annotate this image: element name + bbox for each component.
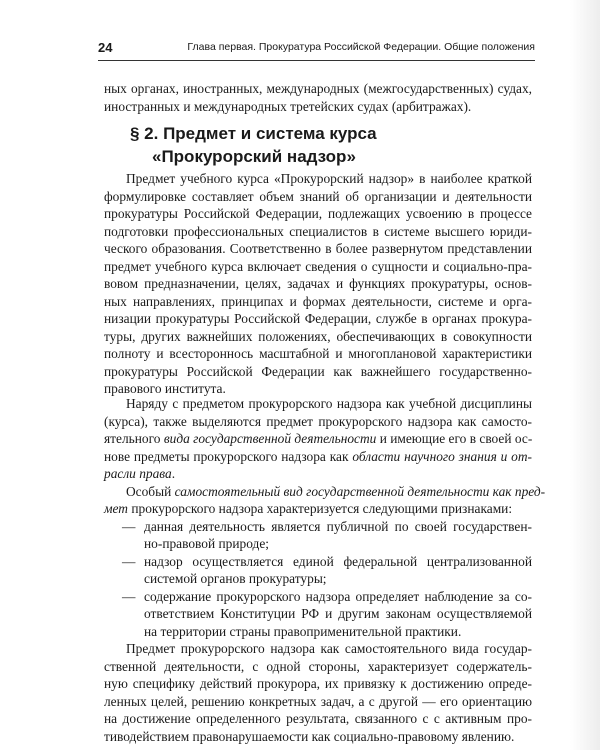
text-line [104,483,546,501]
chapter-title: Глава первая. Прокуратура Российской Федерации. Общие положения [187,41,535,53]
list-item [104,588,532,641]
text-line: ственной деятельности, с одной стороны, характеризует содержатель- [104,658,532,674]
italic-term: мет [104,501,128,516]
paragraph-special [104,483,546,518]
text-line: Наряду с предметом прокурорского надзора как учебной дисциплины [126,396,532,411]
text-line: на достижение определенного результата, связанного с с активным про- [104,711,532,726]
paragraph-alongside [104,395,532,483]
text-line: вовом предназначении, целях, задачах и функциях прокуратуры, основ- [104,276,532,292]
text-line: формулировке составляет объем знаний об организации и деятельности [104,188,532,204]
text-line [104,448,532,466]
text-line: прокуратуры Российской Федерации, подлежащих усвоению в процессе [104,206,532,222]
text-line: но-правовой природе; [144,536,270,551]
text-line: иностранных и международных третейских судах (арбитражах). [104,98,472,114]
text-line: ную специфику действий прокурора, их привязку к достижению опреде- [104,676,532,691]
dash-bullet: — [122,553,136,569]
text-line: надзор осуществляется единой федеральной централизованной [144,553,532,569]
text-line: тиводействием правонарушаемости как социально-правовому явлению. [104,728,515,744]
text-run: нове предметы прокурорского надзора как [104,448,353,464]
text-line: Предмет учебного курса «Прокурорский надзор» в наиболее краткой [126,171,532,187]
page-edge-shadow [570,0,600,750]
text-line: подготовки профессиональных специалистов в системе высшего юриди- [104,223,532,239]
page-number: 24 [98,40,113,55]
text-line [104,500,532,518]
text-line [104,430,532,448]
text-line: ческого образования. Соответственно в более развернутом представлении [104,241,532,257]
section-heading [130,122,377,168]
text-line: предмет учебного курса включает сведения о сущности и социально-пра- [104,258,532,274]
features-list [104,518,532,641]
text-line: правового института. [104,381,226,397]
text-run: . [171,466,176,481]
text-line: на территории страны правоприменительной практики. [144,623,462,639]
text-line [104,465,532,483]
italic-term: расли права [104,466,172,481]
text-line: полноту и всестороннось масштабной и многоплановой характеристики [104,346,532,362]
text-line: Предмет прокурорского надзора как самостоятельного вида государ- [126,641,532,656]
text-line: ных органах, иностранных, международных (межгосударственных) судах, [104,81,532,96]
italic-term: вида государственной деятельности [163,431,377,446]
text-line: системой органов прокуратуры; [144,571,327,586]
text-line: ных направлениях, принципах и формах деятельности, системе и орга- [104,293,532,309]
text-run: прокурорского надзора характеризуется следующими признаками: [127,501,513,516]
text-line: (курса), также выделяются предмет прокурорского надзора как самосто- [104,413,532,429]
dash-bullet: — [122,588,136,604]
text-line: низации прокуратуры Российской Федерации, службе в органах прокура- [104,311,532,327]
text-line: ленных целей, решению конкретных задач, а с другой — его ориентацию [104,693,532,709]
paragraph-characteristics [104,640,532,745]
text-run: и имеющие его в своей ос- [376,431,533,446]
section-heading-line2: «Прокурорский надзор» [152,146,356,166]
text-line: ответствием Конституции РФ и другим законам осуществляемой [144,606,532,621]
text-line: туры, других важнейших положениях, обеспечивающих в совокупности [104,328,532,344]
text-line: прокуратуры Российской Федерации как важнейшего государственно- [104,363,532,379]
text-run: ятельного [104,431,164,446]
dash-bullet: — [122,518,136,534]
text-line: данная деятельность является публичной по своей государствен- [144,518,532,534]
text-run: Особый [126,483,175,499]
list-item [104,553,532,588]
italic-term: области научного знания и от- [352,448,532,464]
paragraph-subject [104,170,532,398]
italic-term: самостоятельный вид государственной деятельности как пред- [174,483,546,499]
running-header [98,38,535,61]
section-heading-line1: § 2. Предмет и система курса [130,123,377,143]
list-item [104,518,532,553]
intro-paragraph [104,80,532,115]
text-line: содержание прокурорского надзора определяет наблюдение за со- [144,588,532,604]
